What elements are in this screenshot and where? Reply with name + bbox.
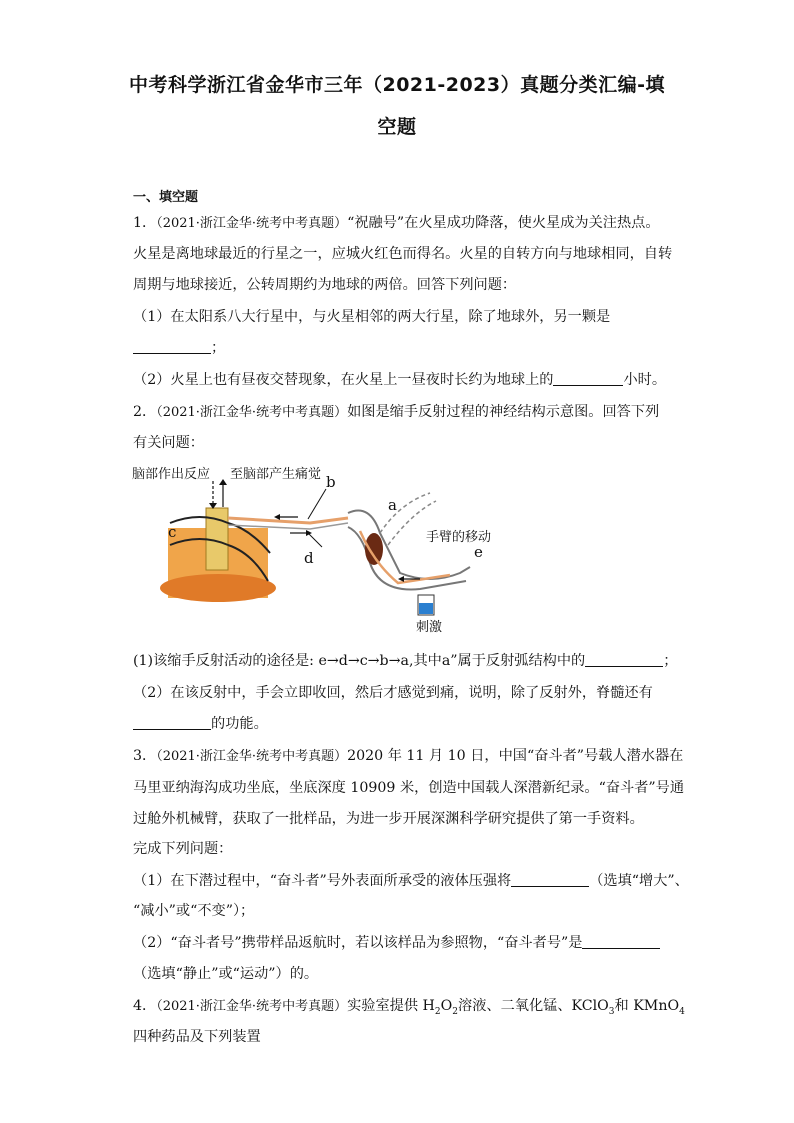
question-3-stem: 3．（2021·浙江金华·统考中考真题）2020 年 11 月 10 日，中国“奋斗者”号载人潜水器在 — [133, 748, 684, 764]
page-title: 中考科学浙江省金华市三年（2021-2023）真题分类汇编-填 — [128, 74, 666, 96]
question-source: （2021·浙江金华·统考中考真题） — [156, 216, 348, 231]
answer-blank[interactable] — [553, 371, 623, 386]
question-2-stem: 2．（2021·浙江金华·统考中考真题）如图是缩手反射过程的神经结构示意图。回答下列 — [133, 404, 660, 420]
question-4-stem: 4．（2021·浙江金华·统考中考真题）实验室提供 $H_2O_2$溶液、二氧化锰、KClO$_3$和 KMnO$_4$ — [133, 998, 685, 1017]
question-source: （2021·浙江金华·统考中考真题） — [156, 749, 348, 764]
reflex-arc-diagram — [130, 463, 510, 638]
question-source: （2021·浙江金华·统考中考真题） — [156, 999, 348, 1014]
question-1-part-1: （1）在太阳系八大行星中，与火星相邻的两大行星，除了地球外，另一颗是 — [133, 309, 611, 325]
answer-blank[interactable] — [133, 715, 211, 730]
reflex-arc-figure — [130, 463, 510, 638]
question-text: “祝融号”在火星成功降落，使火星成为关注热点。 — [347, 215, 660, 231]
question-3-stem-line4: 完成下列问题： — [133, 841, 233, 857]
question-number: 2． — [133, 404, 157, 420]
section-heading: 一、填空题 — [133, 190, 199, 205]
question-3-part-2: （2）“奋斗者号”携带样品返航时，若以该样品为参照物，“奋斗者号”是 — [133, 932, 693, 952]
question-2-stem-line2: 有关问题： — [133, 435, 204, 451]
label-e: e — [474, 543, 483, 561]
answer-blank[interactable] — [582, 934, 660, 949]
question-3-part-1-line2: “减小”或“不变”）； — [133, 903, 255, 919]
question-2-part-2: （2）在该反射中，手会立即收回，然后才感觉到痛，说明，除了反射外，脊髓还有 — [133, 685, 653, 701]
label-a: a — [388, 496, 397, 514]
question-number: 3． — [133, 748, 157, 764]
question-3-part-1: （1）在下潜过程中，“奋斗者”号外表面所承受的液体压强将 （选填“增大”、 — [133, 873, 689, 889]
answer-blank[interactable] — [511, 872, 589, 887]
label-stimulus: 刺激 — [416, 620, 443, 635]
answer-blank[interactable] — [133, 339, 211, 354]
label-b: b — [326, 473, 336, 491]
question-2-part-2-answer: 的功能。 — [133, 713, 693, 733]
question-number: 4． — [133, 998, 157, 1014]
question-1-stem — [133, 212, 693, 232]
question-number: 1． — [133, 215, 157, 231]
question-source: （2021·浙江金华·统考中考真题） — [156, 405, 348, 420]
muscle-shape — [365, 533, 383, 565]
label-c: c — [168, 523, 177, 541]
label-d: d — [304, 549, 314, 567]
label-brain-reaction: 脑部作出反应 — [132, 467, 211, 482]
question-4-stem-line2: 四种药品及下列装置 — [133, 1029, 261, 1045]
question-3-stem-line3: 过舱外机械臂，获取了一批样品，为进一步开展深渊科学研究提供了第一手资料。 — [133, 811, 644, 827]
answer-blank[interactable] — [585, 652, 663, 667]
question-1-part-1-answer: ； — [133, 337, 693, 357]
question-3-part-2-line2: （选填“静止”或“运动”）的。 — [133, 966, 319, 982]
question-2-part-1: (1)该缩手反射活动的途径是: e→d→c→b→a,其中a”属于反射弧结构中的 ； — [133, 653, 678, 669]
label-brain-pain: 至脑部产生痛觉 — [230, 467, 322, 482]
question-1-stem-line2: 火星是离地球最近的行星之一，应城火红色而得名。火星的自转方向与地球相同，自转 — [133, 246, 673, 262]
question-3-stem-line2: 马里亚纳海沟成功坐底，坐底深度 10909 米，创造中国载人深潜新纪录。“奋斗者”号通 — [133, 780, 685, 796]
label-arm-movement: 手臂的移动 — [426, 530, 492, 545]
question-1-part-2: （2）火星上也有昼夜交替现象，在火星上一昼夜时长约为地球上的 小时。 — [133, 372, 667, 388]
page-title-continued: 空题 — [377, 116, 417, 138]
question-1-stem-line3: 周期与地球接近，公转周期约为地球的两倍。回答下列问题： — [133, 277, 517, 293]
